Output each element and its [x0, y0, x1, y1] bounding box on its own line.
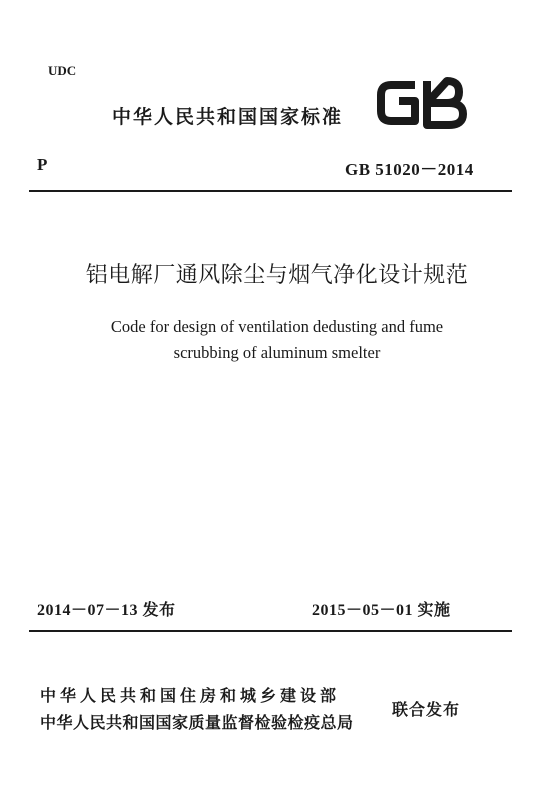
issue-date: 2014－07－13 发布	[37, 602, 176, 619]
category-code: P	[37, 155, 48, 174]
joint-release-label: 联合发布	[392, 700, 461, 719]
issuer-ministry-housing: 中华人民共和国住房和城乡建设部	[40, 686, 341, 705]
bottom-divider	[29, 630, 512, 632]
title-english	[0, 314, 554, 366]
implementation-date: 2015－05－01 实施	[312, 602, 451, 619]
top-divider	[29, 190, 512, 192]
udc-label: UDC	[48, 63, 77, 78]
title-english-line-1: Code for design of ventilation dedusting and fume	[110, 317, 444, 336]
title-chinese: 铝电解厂通风除尘与烟气净化设计规范	[85, 263, 469, 288]
standard-organization: 中华人民共和国国家标准	[112, 106, 344, 128]
issuer-aqsiq: 中华人民共和国国家质量监督检验检疫总局	[40, 713, 354, 732]
title-english-line-2: scrubbing of aluminum smelter	[173, 343, 381, 362]
gb-logo	[375, 76, 469, 130]
standard-number: GB 51020－2014	[345, 160, 474, 179]
